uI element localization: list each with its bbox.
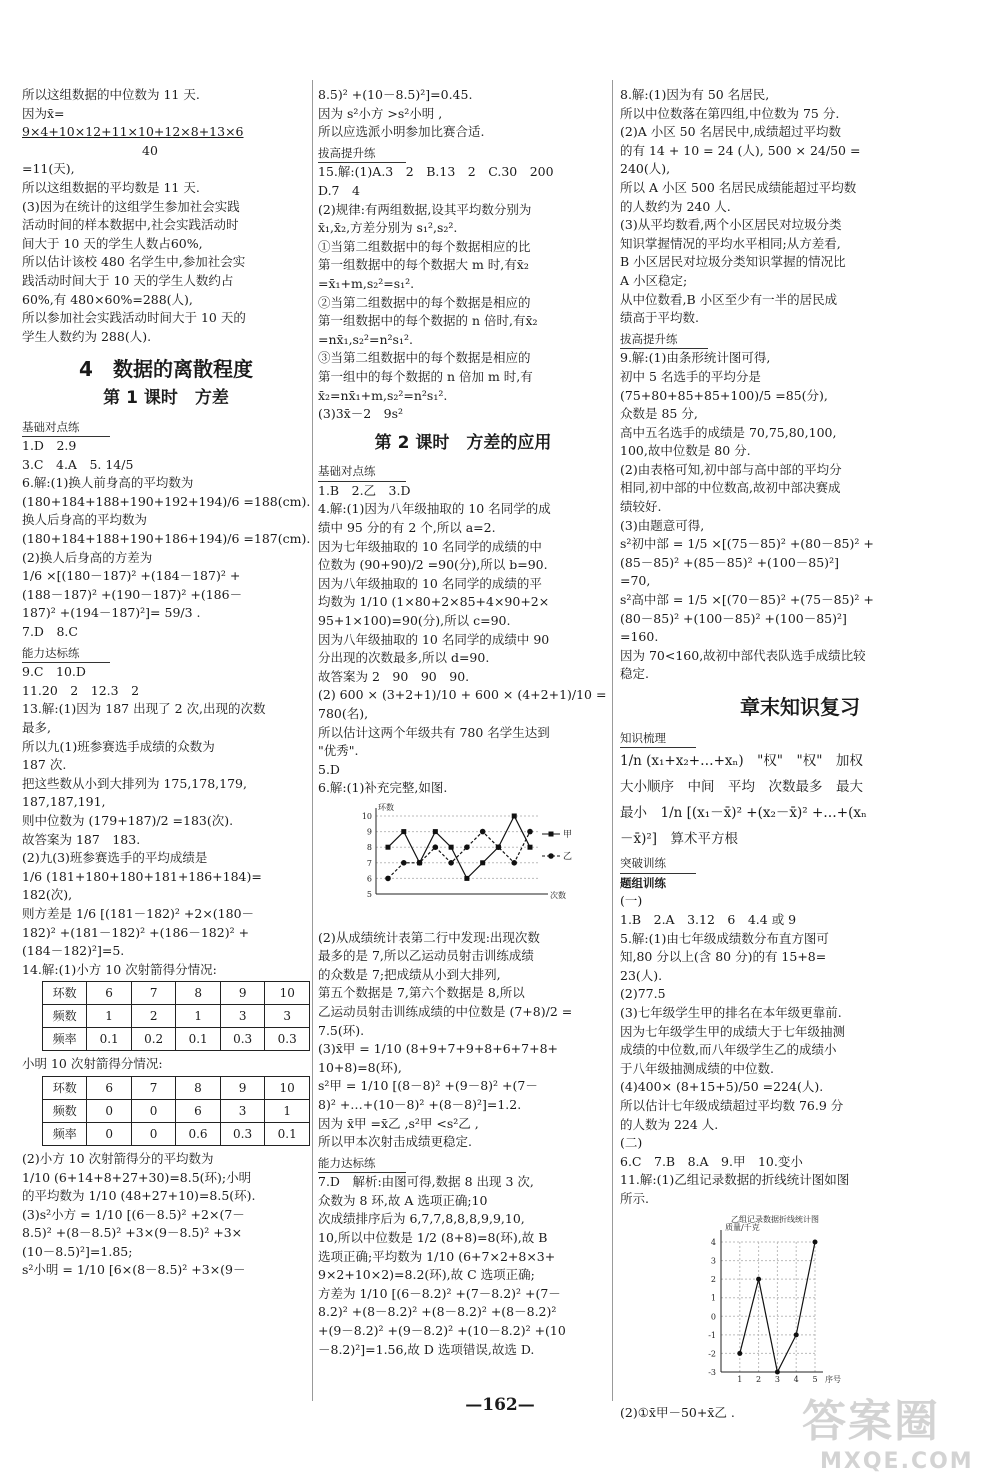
text-line: (3)由题意可得, <box>620 517 705 533</box>
row-header-cell: 频率 <box>43 1028 87 1051</box>
table-cell: 0.1 <box>176 1028 221 1051</box>
chapter-title: 4 数据的离散程度 <box>79 357 253 382</box>
table-cell: 10 <box>265 982 310 1005</box>
text-line: －8.2)²]=1.56,故 D 选项错误,故选 D. <box>318 1341 535 1357</box>
page-number: —162— <box>465 1395 535 1415</box>
answer-block <box>22 437 310 642</box>
text-line: 8)² +…+(10－8)² +(8－8)²]=1.2. <box>318 1096 522 1112</box>
text-line: 稳定. <box>620 666 649 682</box>
table-cell: 0 <box>87 1122 131 1145</box>
section-label: 能力达标练 <box>318 1154 406 1174</box>
data-point <box>480 829 486 835</box>
text-line: 间大于 10 天的学生人数占60%, <box>22 235 203 251</box>
text-line: (180+184+188+190+192+194)/6 =188(cm). <box>22 493 311 509</box>
text-line: 60%,有 480×60%=288(人), <box>22 291 193 307</box>
text-line: s²初中部 = 1/5 ×[(75－85)² +(80－85)² + <box>620 536 874 552</box>
text-line: 6.C 7.B 8.A 9.甲 10.变小 <box>620 1153 803 1169</box>
text-line: x̄₂=nx̄₁+m,s₂²=n²s₁². <box>318 387 448 403</box>
text-line: 8.解:(1)因为有 50 名居民, <box>620 87 770 102</box>
text-line: 15.解:(1)A.3 2 B.13 2 C.30 200 <box>318 164 554 180</box>
text-line: 13.解:(1)因为 187 出现了 2 次,出现的次数 <box>22 701 266 717</box>
text-line: 则方差是 1/6 [(181－182)² +2×(180－ <box>22 905 255 921</box>
text-line: s²高中部 = 1/5 ×[(70－85)² +(75－85)² + <box>620 592 874 608</box>
table-cell: 7 <box>131 982 176 1005</box>
y-tick-label: 3 <box>710 1257 716 1267</box>
text-line: 所以 A 小区 500 名居民成绩能超过平均数 <box>620 179 857 195</box>
data-point <box>464 844 470 850</box>
frequency-table <box>42 1076 310 1146</box>
text-line: 所以估计这两个年级共有 780 名学生达到 <box>318 724 550 740</box>
text-line: 的众数是 7;把成绩从小到大排列, <box>318 966 501 982</box>
text-line: (75+80+85+85+100)/5 =85(分), <box>620 387 828 403</box>
row-header-cell: 频数 <box>43 1005 87 1028</box>
group-label: 题组训练 <box>620 875 666 890</box>
data-point <box>449 845 454 850</box>
text-line: 1/6 ×[(180－187)² +(184－187)² + <box>22 568 241 584</box>
text-line: 的人数约为 240 人. <box>620 198 731 214</box>
text-line: 相同,初中部的中位数高,故初中部决赛成 <box>620 480 841 496</box>
text-line: 9×2+10×2)=8.2(环),故 C 选项正确; <box>318 1267 535 1283</box>
text-line: 于八年级抽测成绩的中位数. <box>620 1060 774 1076</box>
table-cell: 0.6 <box>176 1122 221 1145</box>
text-line: 所以中位数落在第四组,中位数为 75 分. <box>620 105 840 121</box>
text-line: 1/6 (181+180+180+181+186+184)= <box>22 868 262 884</box>
text-line: 187,187,191, <box>22 794 106 810</box>
legend-label: 甲 <box>563 829 573 840</box>
y-tick-label: 1 <box>710 1294 716 1304</box>
text-line: 1.B 2.A 3.12 6 4.4 或 9 <box>620 911 797 927</box>
table-cell: 8 <box>176 982 221 1005</box>
text-line: 10,所以中位数是 1/2 (8+8)=8(环),故 B <box>318 1230 548 1246</box>
text-line: 初中 5 名选手的平均分是 <box>620 368 761 384</box>
text-line: (3)x̄甲 = 1/10 (8+9+7+9+8+6+7+8+ <box>318 1041 559 1057</box>
data-point <box>464 876 469 881</box>
text-line: "优秀". <box>318 743 359 759</box>
data-point <box>528 845 533 850</box>
text-line: 8.5)² +(8－8.5)² +3×(9－8.5)² +3× <box>22 1225 243 1241</box>
text-line: (184－182)²]=5. <box>22 943 125 959</box>
lesson-title: 第 1 课时 方差 <box>103 387 229 408</box>
text-line: (一) <box>620 893 643 909</box>
y-tick-label: 4 <box>710 1238 716 1248</box>
text-line: 11.20 2 12.3 2 <box>22 682 140 698</box>
section-label: 知识梳理 <box>620 729 696 749</box>
y-tick-label: 7 <box>366 858 372 868</box>
text-line: =11(天), <box>22 161 75 177</box>
text-line: 6.解:(1)补充完整,如图. <box>318 780 448 796</box>
text-line: +(9－8.2)² +(9－8.2)² +(10－8.2)² +(10 <box>318 1323 566 1339</box>
data-point <box>737 1351 742 1356</box>
text-line: (10－8.5)²]=1.85; <box>22 1243 133 1259</box>
text-line: (180+184+188+190+186+194)/6 =187(cm). <box>22 531 311 547</box>
text-line: 因为七年级学生甲的成绩大于七年级抽测 <box>620 1023 846 1039</box>
text-line: (188－187)² +(190－187)² +(186－ <box>22 586 243 602</box>
text-line: 9.C 10.D <box>22 664 86 680</box>
text-line: (2)由表格可知,初中部与高中部的平均分 <box>620 461 842 477</box>
text-line: 5.解:(1)由七年级成绩数分布直方图可 <box>620 930 829 946</box>
data-point <box>433 844 439 850</box>
x-tick-label: 1 <box>737 1375 743 1385</box>
column-2 <box>318 86 608 1359</box>
section-label: 基础对点练 <box>318 462 406 482</box>
text-line: ③当第二组数据中的每个数据是相应的 <box>318 350 531 366</box>
data-point <box>775 1370 780 1375</box>
text-line: ②当第二组数据中的每个数据是相应的 <box>318 294 531 310</box>
table-cell: 6 <box>87 1076 131 1099</box>
y-axis-label: 质量/千克 <box>725 1223 760 1233</box>
lesson-title: 第 2 课时 方差的应用 <box>374 432 552 453</box>
text-line: 从中位数看,B 小区至少有一半的居民成 <box>620 291 838 307</box>
text-line: 故答案为 187 183. <box>22 831 141 847</box>
answer-block <box>22 1150 310 1280</box>
answer-block <box>318 163 608 423</box>
y-tick-label: 2 <box>710 1275 716 1285</box>
text-line: =160. <box>620 629 659 645</box>
data-point <box>448 860 454 866</box>
data-point <box>511 860 517 866</box>
text-line: －x̄)²] 算术平方根 <box>620 831 739 848</box>
x-tick-label: 5 <box>812 1375 818 1385</box>
x-axis-label: 次数 <box>550 890 566 900</box>
text-line: 9.解:(1)由条形统计图可得, <box>620 350 771 366</box>
column-divider <box>312 80 313 1401</box>
text-line: (2)小方 10 次射箭得分的平均数为 <box>22 1150 214 1166</box>
column-divider <box>612 80 613 1401</box>
text-line: (80－85)² +(100－85)² +(100－85)²] <box>620 610 847 626</box>
text-line: (3)七年级学生甲的排名在本年级更靠前. <box>620 1004 842 1020</box>
text-line: 100,故中位数是 80 分. <box>620 443 751 459</box>
y-tick-label: 0 <box>710 1312 716 1322</box>
text-line: =x̄₁+m,s₂²=s₁². <box>318 275 415 291</box>
answer-block <box>22 663 310 979</box>
text-line: 4.解:(1)因为八年级抽取的 10 名同学的成 <box>318 501 551 517</box>
data-point <box>527 829 533 835</box>
text-line: 8.5)² +(10－8.5)²]=0.45. <box>318 87 473 102</box>
text-line: 7.5(环). <box>318 1022 365 1038</box>
text-line: B 小区居民对垃圾分类知识掌握的情况比 <box>620 254 846 270</box>
text-line: 众数为 8 环,故 A 选项正确;10 <box>318 1192 488 1208</box>
text-line: 第一组数据中的每个数据的 n 倍时,有x̄₂ <box>318 313 538 329</box>
y-tick-label: 8 <box>366 843 372 853</box>
section-label: 基础对点练 <box>22 418 110 438</box>
text-line: 最多, <box>22 720 51 735</box>
table-row <box>43 1028 310 1051</box>
text-line: (2)①x̄甲－50+x̄乙 . <box>620 1405 735 1421</box>
text-line: (2)换人后身高的方差为 <box>22 549 153 565</box>
text-line: 1.D 2.9 <box>22 438 77 454</box>
text-line: 绩较好. <box>620 499 662 515</box>
answer-block <box>620 86 980 328</box>
knowledge-summary <box>620 748 980 852</box>
text-line: 乙运动员射击训练成绩的中位数是 (7+8)/2 = <box>318 1003 573 1019</box>
x-tick-label: 3 <box>774 1375 780 1385</box>
text-line: s²甲 = 1/10 [(8－8)² +(9－8)² +(7－ <box>318 1078 538 1094</box>
group-b-line-chart <box>675 1212 875 1392</box>
text-line: D.7 4 <box>318 182 360 198</box>
watermark <box>802 1385 992 1474</box>
text-line: (3)3x̄－2 9s² <box>318 406 404 422</box>
text-line: 故答案为 2 90 90 90. <box>318 668 470 684</box>
text-line: 1/n (x₁+x₂+…+xₙ) "权" "权" 加权 <box>620 753 863 770</box>
chart-title: 乙组记录数据折线统计图 <box>731 1215 819 1225</box>
table-row <box>43 1122 310 1145</box>
text-line: s²小明 = 1/10 [6×(8－8.5)² +3×(9－ <box>22 1262 246 1278</box>
text-line: 所以参加社会实践活动时间大于 10 天的 <box>22 310 246 326</box>
table-row <box>43 1005 310 1028</box>
data-point <box>401 829 406 834</box>
answer-block <box>620 349 980 684</box>
text-line: 践活动时间大于 10 天的学生人数约占 <box>22 272 234 288</box>
data-point <box>385 876 391 882</box>
text-line: 9×4+10×12+11×10+12×8+13×6 <box>22 124 244 140</box>
text-line: 最小 1/n [(x₁－x̄)² +(x₂－x̄)² +…+(xₙ <box>620 805 867 822</box>
answer-block <box>22 86 310 346</box>
table-cell: 9 <box>220 1076 265 1099</box>
text-line: 众数是 85 分, <box>620 406 698 422</box>
text-line: (二) <box>620 1135 643 1151</box>
data-point <box>401 860 407 866</box>
text-line: (2)从成绩统计表第二行中发现:出现次数 <box>318 929 540 945</box>
table-cell: 3 <box>220 1005 265 1028</box>
text-line: 方差为 1/10 [(6－8.2)² +(7－8.2)² +(7－ <box>318 1285 561 1301</box>
legend-marker <box>548 853 554 859</box>
text-line: 因为七年级抽取的 10 名同学的成绩的中 <box>318 538 542 554</box>
section-label: 拔高提升练 <box>318 144 406 164</box>
table-cell: 0.3 <box>220 1122 265 1145</box>
section-label: 突破训练 <box>620 854 696 874</box>
text-line: =nx̄₁,s₂²=n²s₁². <box>318 331 413 347</box>
text-line: (2)A 小区 50 名居民中,成绩超过平均数 <box>620 124 842 140</box>
text-line: (2)规律:有两组数据,设其平均数分别为 <box>318 201 532 217</box>
text-line: 3.C 4.A 5. 14/5 <box>22 456 134 472</box>
text-line: (85－85)² +(85－85)² +(100－85)²] <box>620 554 839 570</box>
y-tick-label: -2 <box>708 1349 716 1359</box>
row-header-cell: 频数 <box>43 1099 87 1122</box>
table-cell: 0.1 <box>265 1122 310 1145</box>
data-point <box>794 1333 799 1338</box>
table-caption: 小明 10 次射箭得分情况: <box>22 1056 163 1072</box>
watermark-url: MXQE.COM <box>820 1449 974 1474</box>
table-cell: 8 <box>176 1076 221 1099</box>
table-cell: 7 <box>131 1076 175 1099</box>
watermark-text: 答案圈 <box>802 1396 940 1447</box>
text-line: x̄₁,x̄₂,方差分别为 s₁²,s₂². <box>318 220 458 236</box>
text-line: 所以这组数据的平均数是 11 天. <box>22 179 200 195</box>
text-line: (3)从平均数看,两个小区居民对垃圾分类 <box>620 217 842 233</box>
text-line: 的平均数为 1/10 (48+27+10)=8.5(环). <box>22 1188 256 1204</box>
y-axis-label: 环数 <box>378 802 394 812</box>
y-tick-label: 6 <box>366 874 372 884</box>
table-row <box>43 1076 310 1099</box>
text-line: 6.解:(1)换人前身高的平均数为 <box>22 475 194 491</box>
text-line: 位数为 (90+90)/2 =90(分),所以 b=90. <box>318 557 548 573</box>
column-3 <box>620 86 980 1423</box>
text-line: 因为 s²小方 >s²小明 , <box>318 105 443 121</box>
y-tick-label: -3 <box>708 1368 716 1378</box>
text-line: 10+8)=8(环), <box>318 1059 402 1075</box>
text-line: 因为 70<160,故初中部代表队选手成绩比较 <box>620 647 866 663</box>
text-line: 高中五名选手的成绩是 70,75,80,100, <box>620 424 837 440</box>
text-line: 240(人), <box>620 161 671 177</box>
table-cell: 3 <box>220 1099 265 1122</box>
row-header-cell: 环数 <box>43 1076 87 1099</box>
text-line: 因为八年级抽取的 10 名同学的成绩中 90 <box>318 631 550 647</box>
table-cell: 0.2 <box>131 1028 176 1051</box>
y-tick-label: 10 <box>361 811 372 821</box>
text-line: 分出现的次数最多,所以 d=90. <box>318 650 490 666</box>
text-line: 则中位数为 (179+187)/2 =183(次). <box>22 812 234 828</box>
text-line: 780(名), <box>318 706 369 721</box>
text-line: 1.B 2.乙 3.D <box>318 482 411 498</box>
table-cell: 1 <box>265 1099 310 1122</box>
answer-block <box>318 1173 608 1359</box>
text-line: 40 <box>142 142 158 158</box>
series-line <box>388 832 530 879</box>
text-line: 均数为 1/10 (1×80+2×85+4×90+2× <box>318 594 550 610</box>
text-line: 7.D 解析:由图可得,数据 8 出现 3 次, <box>318 1174 534 1190</box>
table-cell: 6 <box>87 982 132 1005</box>
answer-block <box>318 482 608 798</box>
text-line: 绩中 95 分的有 2 个,所以 a=2. <box>318 520 496 536</box>
table-cell: 0 <box>131 1122 175 1145</box>
text-line: 5.D <box>318 761 340 777</box>
data-point <box>512 813 517 818</box>
text-line: 把这些数从小到大排列为 175,178,179, <box>22 775 247 791</box>
table-row <box>43 1099 310 1122</box>
data-point <box>756 1277 761 1282</box>
data-point <box>417 860 423 866</box>
text-line: 14.解:(1)小方 10 次射箭得分情况: <box>22 961 217 977</box>
text-line: 所以甲本次射击成绩更稳定. <box>318 1134 472 1150</box>
text-line: (2)77.5 <box>620 986 666 1002</box>
text-line: 所示. <box>620 1190 649 1206</box>
table-cell: 0.1 <box>87 1028 132 1051</box>
text-line: 182(次), <box>22 887 73 903</box>
text-line: 知,80 分以上(含 80 分)的有 15+8= <box>620 949 827 965</box>
data-point <box>480 860 485 865</box>
section-label: 能力达标练 <box>22 644 110 664</box>
text-line: 换人后身高的平均数为 <box>22 512 148 528</box>
text-line: 知识掌握情况的平均水平相同;从方差看, <box>620 235 841 251</box>
text-line: (2)九(3)班参赛选手的平均成绩是 <box>22 850 208 866</box>
text-line: 第一组中的每个数据的 n 倍加 m 时,有 <box>318 368 533 384</box>
text-line: 第一组数据中的每个数据大 m 时,有x̄₂ <box>318 257 529 273</box>
table-cell: 1 <box>87 1005 132 1028</box>
answer-block <box>620 892 980 1208</box>
data-point <box>813 1240 818 1245</box>
text-line: 第五个数据是 7,第六个数据是 8,所以 <box>318 985 525 1001</box>
section-label: 拔高提升练 <box>620 330 708 350</box>
text-line: (3)因为在统计的这组学生参加社会实践 <box>22 198 240 214</box>
text-line: 因为x̄= <box>22 105 65 121</box>
row-header-cell: 频率 <box>43 1122 87 1145</box>
text-line: 因为 x̄甲 =x̄乙 ,s²甲 <s²乙 , <box>318 1115 479 1131</box>
text-line: 11.解:(1)乙组记录数据的折线统计图如图 <box>620 1172 850 1188</box>
text-line: 学生人数约为 288(人). <box>22 328 152 344</box>
text-line: 182)² +(181－182)² +(186－182)² + <box>22 924 250 940</box>
text-line: (2) 600 × (3+2+1)/10 + 600 × (4+2+1)/10 = <box>318 687 607 703</box>
answer-block <box>318 929 608 1152</box>
y-tick-label: 9 <box>366 827 372 837</box>
table-cell: 0.3 <box>265 1028 310 1051</box>
table-cell: 3 <box>265 1005 310 1028</box>
table-cell: 0 <box>131 1099 175 1122</box>
text-line: (3)s²小方 = 1/10 [(6－8.5)² +2×(7－ <box>22 1206 245 1222</box>
data-point <box>386 845 391 850</box>
legend-label: 乙 <box>563 851 573 862</box>
text-line: 所以九(1)班参赛选手成绩的众数为 <box>22 738 215 754</box>
y-tick-label: -1 <box>708 1331 716 1341</box>
text-line: (4)400× (8+15+5)/50 =224(人). <box>620 1079 824 1095</box>
text-line: 次成绩排序后为 6,7,7,8,8,8,9,9,10, <box>318 1211 525 1227</box>
data-point <box>433 829 438 834</box>
score-line-chart <box>338 802 578 917</box>
text-line: 最多的是 7,所以乙运动员射击训练成绩 <box>318 948 534 964</box>
table-cell: 0 <box>87 1099 131 1122</box>
frequency-table <box>42 981 310 1051</box>
x-tick-label: 4 <box>793 1375 799 1385</box>
table-row <box>43 982 310 1005</box>
y-tick-label: 5 <box>366 889 372 899</box>
x-axis-label: 序号 <box>825 1375 841 1385</box>
text-line: 所以应选派小明参加比赛合适. <box>318 124 485 140</box>
text-line: 因为八年级抽取的 10 名同学的成绩的平 <box>318 575 542 591</box>
text-line: =70, <box>620 573 651 589</box>
text-line: 成绩的中位数,而八年级学生乙的成绩小 <box>620 1042 837 1058</box>
answer-block <box>318 86 608 142</box>
text-line: 187 次. <box>22 757 67 773</box>
table-cell: 6 <box>176 1099 221 1122</box>
chapter-review-title: 章末知识复习 <box>740 695 860 719</box>
table-cell: 9 <box>220 982 265 1005</box>
text-line: 8.2)² +(8－8.2)² +(8－8.2)² +(8－8.2)² <box>318 1304 557 1320</box>
text-line: 187)² +(194－187)²]= 59/3 . <box>22 605 201 621</box>
text-line: 的有 14 + 10 = 24 (人), 500 × 24/50 = <box>620 142 861 158</box>
legend-marker <box>549 831 554 836</box>
column-1 <box>22 86 310 1280</box>
text-line: 所以这组数据的中位数为 11 天. <box>22 87 200 102</box>
text-line: 23(人). <box>620 967 663 983</box>
text-line: 活动时间的样本数据中,社会实践活动时 <box>22 217 239 233</box>
data-point <box>496 844 502 850</box>
table-cell: 0.3 <box>220 1028 265 1051</box>
text-line: 95+1×100)=90(分),所以 c=90. <box>318 613 511 629</box>
table-cell: 1 <box>176 1005 221 1028</box>
text-line: 绩高于平均数. <box>620 310 699 326</box>
text-line: 大小顺序 中间 平均 次数最多 最大 <box>620 779 863 796</box>
table-cell: 10 <box>265 1076 310 1099</box>
table-cell: 2 <box>131 1005 176 1028</box>
text-line: 1/10 (6+14+8+27+30)=8.5(环);小明 <box>22 1169 252 1185</box>
text-line: ①当第二组数据中的每个数据相应的比 <box>318 238 531 254</box>
row-header-cell: 环数 <box>43 982 87 1005</box>
text-line: 选项正确;平均数为 1/10 (6+7×2+8×3+ <box>318 1248 556 1264</box>
text-line: 所以估计该校 480 名学生中,参加社会实 <box>22 254 246 270</box>
x-tick-label: 2 <box>756 1375 762 1385</box>
text-line: 7.D 8.C <box>22 624 78 640</box>
text-line: 的人数为 224 人. <box>620 1116 719 1132</box>
text-line: 所以估计七年级成绩超过平均数 76.9 分 <box>620 1097 844 1113</box>
text-line: A 小区稳定; <box>620 272 688 288</box>
